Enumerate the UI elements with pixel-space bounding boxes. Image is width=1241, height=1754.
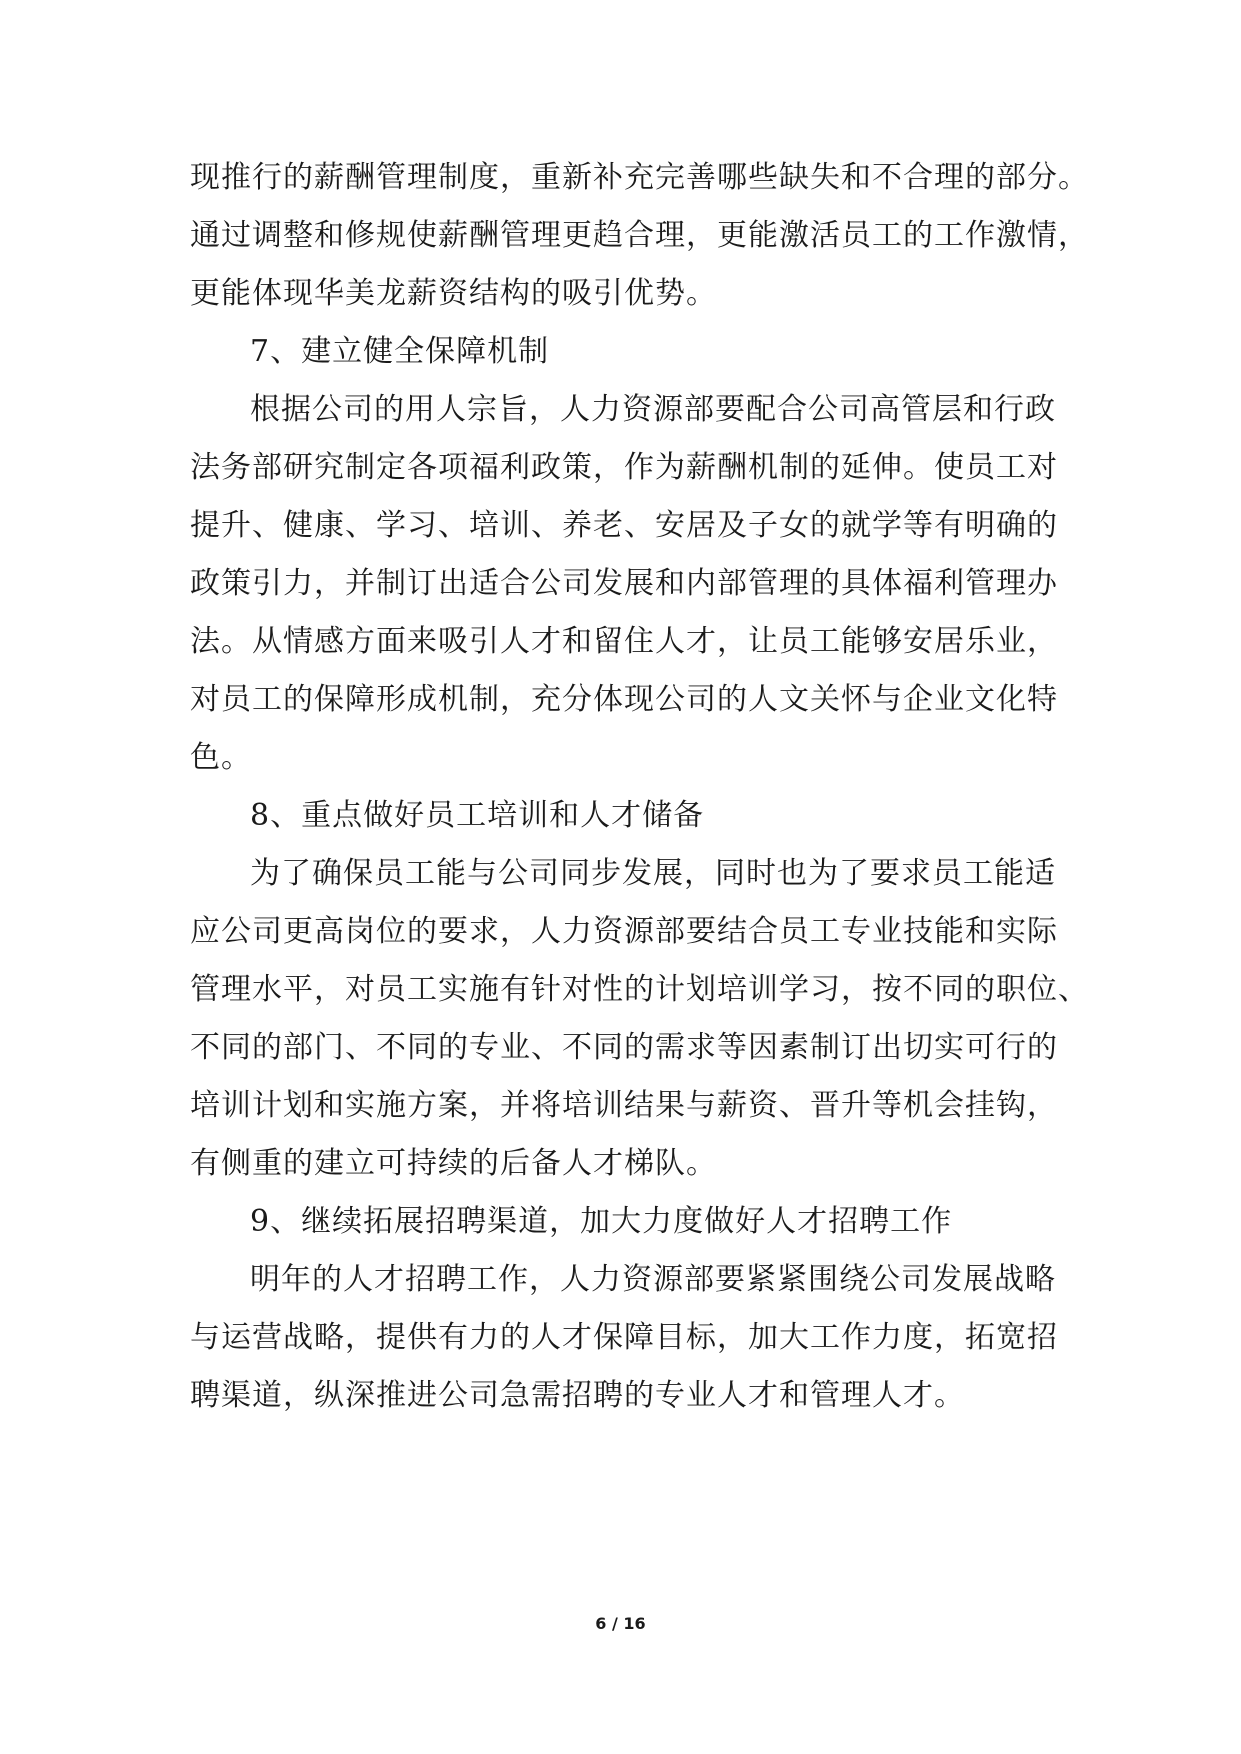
body-text-line: 更能体现华美龙薪资结构的吸引优势。 xyxy=(190,276,717,311)
body-text-line: 根据公司的用人宗旨，人力资源部要配合公司高管层和行政 xyxy=(250,392,1056,427)
body-text-line: 应公司更高岗位的要求，人力资源部要结合员工专业技能和实际 xyxy=(190,914,1058,949)
body-text-line: 通过调整和修规使薪酬管理更趋合理，更能激活员工的工作激情， xyxy=(190,218,1089,253)
body-text-line: 不同的部门、不同的专业、不同的需求等因素制订出切实可行的 xyxy=(190,1030,1058,1065)
body-text-line: 法务部研究制定各项福利政策，作为薪酬机制的延伸。使员工对 xyxy=(190,450,1058,485)
body-text-line: 法。从情感方面来吸引人才和留住人才，让员工能够安居乐业， xyxy=(190,624,1058,659)
body-text-line: 聘渠道，纵深推进公司急需招聘的专业人才和管理人才。 xyxy=(190,1378,965,1413)
body-text-line: 明年的人才招聘工作，人力资源部要紧紧围绕公司发展战略 xyxy=(250,1262,1056,1297)
body-text-line: 管理水平，对员工实施有针对性的计划培训学习，按不同的职位、 xyxy=(190,972,1089,1007)
body-text-line: 与运营战略，提供有力的人才保障目标，加大工作力度，拓宽招 xyxy=(190,1320,1058,1355)
body-text-line: 色。 xyxy=(190,740,252,775)
section-heading: 9、继续拓展招聘渠道，加大力度做好人才招聘工作 xyxy=(250,1204,953,1239)
page-number: 6 / 16 xyxy=(595,1614,646,1633)
body-text-line: 政策引力，并制订出适合公司发展和内部管理的具体福利管理办 xyxy=(190,566,1058,601)
section-heading: 7、建立健全保障机制 xyxy=(250,334,550,369)
body-text-line: 提升、健康、学习、培训、养老、安居及子女的就学等有明确的 xyxy=(190,508,1058,543)
body-text-line: 有侧重的建立可持续的后备人才梯队。 xyxy=(190,1146,717,1181)
body-text-line: 对员工的保障形成机制，充分体现公司的人文关怀与企业文化特 xyxy=(190,682,1058,717)
body-text-line: 现推行的薪酬管理制度，重新补充完善哪些缺失和不合理的部分。 xyxy=(190,160,1089,195)
body-text-line: 为了确保员工能与公司同步发展，同时也为了要求员工能适 xyxy=(250,856,1056,891)
body-text-line: 培训计划和实施方案，并将培训结果与薪资、晋升等机会挂钩， xyxy=(190,1088,1058,1123)
section-heading: 8、重点做好员工培训和人才储备 xyxy=(250,798,705,833)
